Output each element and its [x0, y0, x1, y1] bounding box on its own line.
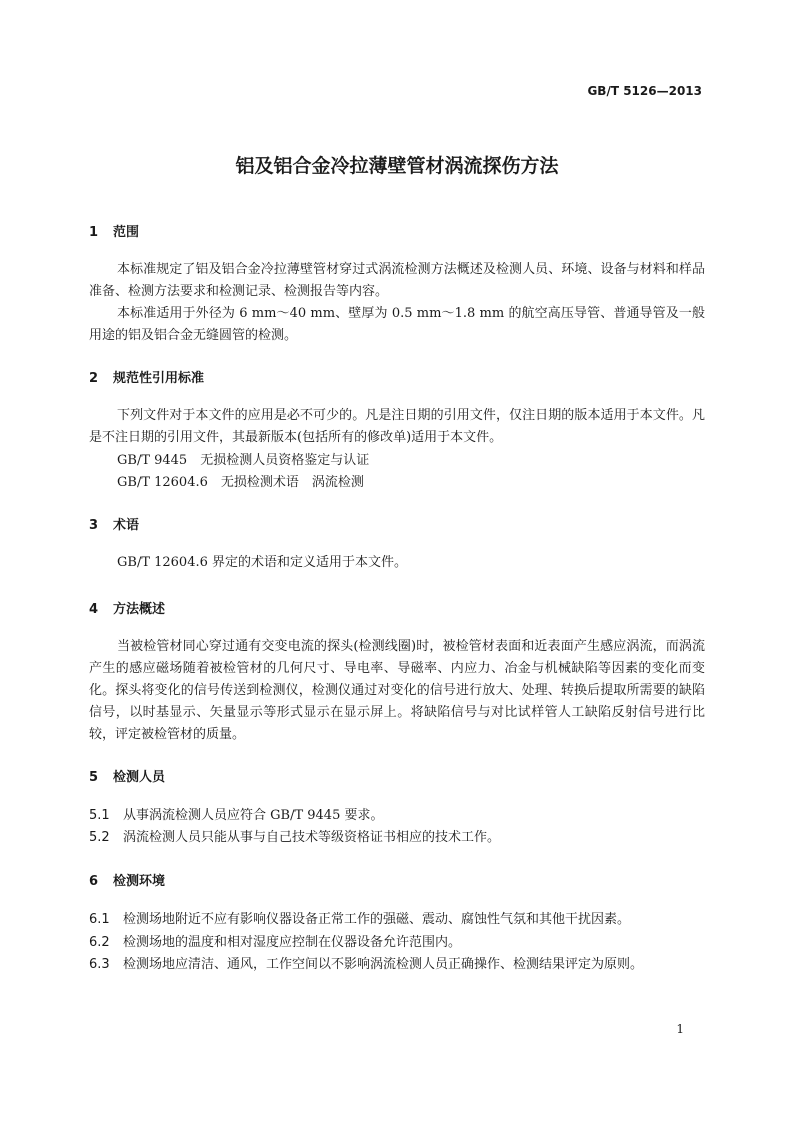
- paragraph: 当被检管材同心穿过通有交变电流的探头(检测线圈)时，被检管材表面和近表面产生感应涡流，而涡流产生的感应磁场随着被检管材的几何尺寸、导电率、导磁率、内应力、冶金与机械缺陷等因素的变化而变化。探头将变化的信号传送到检测仪，检测仪通过对变化的信号进行放大、处理、转换后提取所需要的缺陷信号，以时基显示、矢量显示等形式显示在显示屏上。将缺陷信号与对比试样管人工缺陷反射信号进行比较，评定被检管材的质量。: [89, 639, 705, 742]
- section-heading-scope: [89, 221, 139, 240]
- clause-number: 5.1: [89, 808, 110, 823]
- clause-number: 6.2: [89, 935, 110, 950]
- clause-item: [89, 908, 630, 927]
- section-title: 范围: [113, 225, 140, 240]
- section-number: 5: [89, 770, 99, 785]
- paragraph: GB/T 12604.6 界定的术语和定义适用于本文件。: [117, 555, 408, 570]
- clause-number: 5.2: [89, 830, 110, 845]
- section-number: 2: [89, 371, 99, 386]
- clause-item: [89, 826, 500, 845]
- document-title: 铝及铝合金冷拉薄壁管材涡流探伤方法: [235, 155, 559, 177]
- section-heading-environment: [89, 870, 165, 889]
- section-heading-terms: [89, 514, 139, 533]
- section-heading-normative-references: [89, 367, 204, 386]
- section-number: 3: [89, 518, 99, 533]
- section-title: 检测人员: [113, 770, 166, 785]
- clause-text: 检测场地应清洁、通风，工作空间以不影响涡流检测人员正确操作、检测结果评定为原则。: [123, 957, 644, 972]
- standard-number: GB/T 5126—2013: [587, 84, 702, 98]
- section-heading-method-overview: [89, 598, 165, 617]
- section-title: 术语: [113, 518, 140, 533]
- clause-item: [89, 953, 643, 972]
- clause-text: 检测场地附近不应有影响仪器设备正常工作的强磁、震动、腐蚀性气氛和其他干扰因素。: [123, 912, 631, 927]
- clause-item: [89, 931, 461, 950]
- clause-text: 从事涡流检测人员应符合 GB/T 9445 要求。: [123, 808, 384, 823]
- section-title: 方法概述: [113, 602, 166, 617]
- paragraph: 本标准适用于外径为 6 mm～40 mm、壁厚为 0.5 mm～1.8 mm 的航空高压导管、普通导管及一般用途的铝及铝合金无缝圆管的检测。: [89, 306, 705, 343]
- clause-text: 涡流检测人员只能从事与自己技术等级资格证书相应的技术工作。: [123, 830, 501, 845]
- clause-number: 6.3: [89, 957, 110, 972]
- section-number: 6: [89, 874, 99, 889]
- reference-item: GB/T 12604.6 无损检测术语 涡流检测: [117, 475, 364, 490]
- section-title: 检测环境: [113, 874, 166, 889]
- page-number: 1: [676, 1022, 684, 1036]
- paragraph: 本标准规定了铝及铝合金冷拉薄壁管材穿过式涡流检测方法概述及检测人员、环境、设备与材料和样品准备、检测方法要求和检测记录、检测报告等内容。: [89, 262, 705, 299]
- section-heading-personnel: [89, 766, 165, 785]
- paragraph: 下列文件对于本文件的应用是必不可少的。凡是注日期的引用文件，仅注日期的版本适用于本文件。凡是不注日期的引用文件，其最新版本(包括所有的修改单)适用于本文件。: [89, 408, 705, 445]
- clause-number: 6.1: [89, 912, 110, 927]
- section-title: 规范性引用标准: [113, 371, 205, 386]
- section-number: 4: [89, 602, 99, 617]
- clause-text: 检测场地的温度和相对湿度应控制在仪器设备允许范围内。: [123, 935, 462, 950]
- reference-item: GB/T 9445 无损检测人员资格鉴定与认证: [117, 453, 370, 468]
- clause-item: [89, 804, 383, 823]
- section-number: 1: [89, 225, 99, 240]
